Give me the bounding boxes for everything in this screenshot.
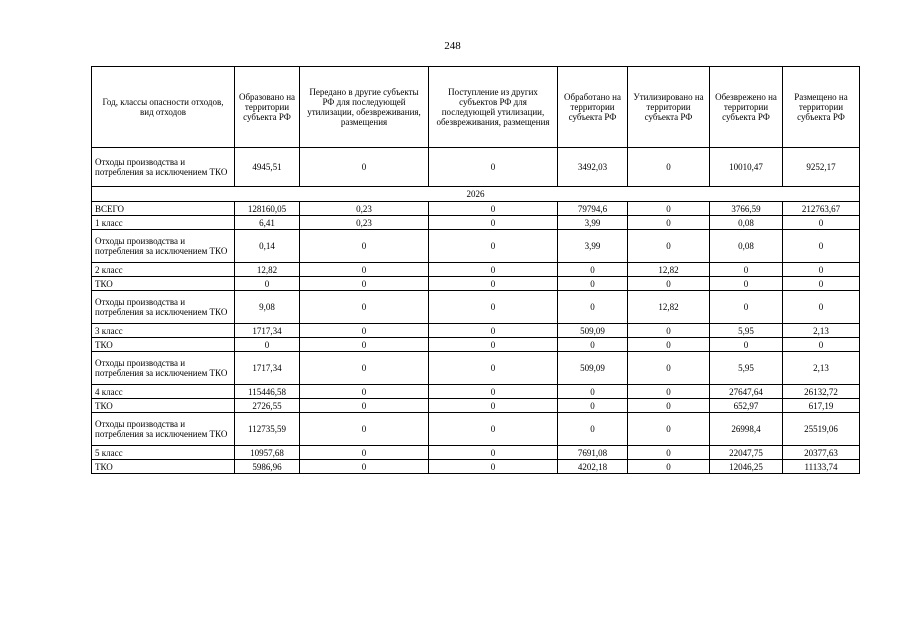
cell-value: 0 bbox=[300, 338, 429, 352]
header-cell-received: Поступление из других субъектов РФ для последующей утилизации, обезвреживания, размещения bbox=[429, 67, 558, 148]
cell-value: 0 bbox=[628, 460, 710, 474]
row-label: Отходы производства и потребления за исключением ТКО bbox=[92, 352, 235, 385]
row-label: ТКО bbox=[92, 460, 235, 474]
cell-value: 0,23 bbox=[300, 216, 429, 230]
row-label: Отходы производства и потребления за исключением ТКО bbox=[92, 230, 235, 263]
cell-value: 0 bbox=[429, 277, 558, 291]
cell-value: 0 bbox=[558, 291, 628, 324]
cell-value: 0 bbox=[300, 446, 429, 460]
cell-value: 212763,67 bbox=[783, 202, 860, 216]
cell-value: 0 bbox=[558, 385, 628, 399]
table-row bbox=[92, 291, 860, 324]
cell-value: 0,23 bbox=[300, 202, 429, 216]
cell-value: 0 bbox=[300, 148, 429, 187]
cell-value: 0 bbox=[628, 338, 710, 352]
cell-value: 0 bbox=[429, 216, 558, 230]
row-label: 3 класс bbox=[92, 324, 235, 338]
row-label: 2 класс bbox=[92, 263, 235, 277]
cell-value: 0 bbox=[783, 338, 860, 352]
table-row bbox=[92, 460, 860, 474]
cell-value: 115446,58 bbox=[235, 385, 300, 399]
cell-value: 3492,03 bbox=[558, 148, 628, 187]
cell-value: 0 bbox=[429, 148, 558, 187]
cell-value: 3,99 bbox=[558, 230, 628, 263]
cell-value: 9,08 bbox=[235, 291, 300, 324]
cell-value: 79794,6 bbox=[558, 202, 628, 216]
row-label: 1 класс bbox=[92, 216, 235, 230]
cell-value: 0 bbox=[429, 460, 558, 474]
cell-value: 0 bbox=[300, 263, 429, 277]
header-cell-neutralized: Обезврежено на территории субъекта РФ bbox=[710, 67, 783, 148]
cell-value: 0 bbox=[300, 291, 429, 324]
year-label: 2026 bbox=[92, 187, 860, 202]
cell-value: 0 bbox=[429, 230, 558, 263]
table-row bbox=[92, 216, 860, 230]
cell-value: 0 bbox=[300, 413, 429, 446]
cell-value: 11133,74 bbox=[783, 460, 860, 474]
cell-value: 12046,25 bbox=[710, 460, 783, 474]
cell-value: 0 bbox=[628, 216, 710, 230]
cell-value: 0 bbox=[300, 352, 429, 385]
page-number: 248 bbox=[444, 40, 461, 52]
cell-value: 0 bbox=[628, 446, 710, 460]
cell-value: 27647,64 bbox=[710, 385, 783, 399]
row-label: ТКО bbox=[92, 338, 235, 352]
cell-value: 509,09 bbox=[558, 324, 628, 338]
cell-value: 0 bbox=[783, 291, 860, 324]
table-row bbox=[92, 399, 860, 413]
cell-value: 0 bbox=[429, 263, 558, 277]
cell-value: 0 bbox=[628, 277, 710, 291]
row-label: Отходы производства и потребления за исключением ТКО bbox=[92, 148, 235, 187]
waste-table bbox=[91, 66, 860, 474]
cell-value: 10957,68 bbox=[235, 446, 300, 460]
row-label: Отходы производства и потребления за исключением ТКО bbox=[92, 291, 235, 324]
cell-value: 617,19 bbox=[783, 399, 860, 413]
cell-value: 6,41 bbox=[235, 216, 300, 230]
cell-value: 0 bbox=[783, 263, 860, 277]
cell-value: 4202,18 bbox=[558, 460, 628, 474]
cell-value: 0 bbox=[429, 399, 558, 413]
table-row bbox=[92, 352, 860, 385]
table-row bbox=[92, 263, 860, 277]
cell-value: 22047,75 bbox=[710, 446, 783, 460]
table-row bbox=[92, 446, 860, 460]
row-label: 4 класс bbox=[92, 385, 235, 399]
cell-value: 2726,55 bbox=[235, 399, 300, 413]
cell-value: 0 bbox=[558, 263, 628, 277]
cell-value: 5986,96 bbox=[235, 460, 300, 474]
cell-value: 5,95 bbox=[710, 352, 783, 385]
cell-value: 3766,59 bbox=[710, 202, 783, 216]
cell-value: 0 bbox=[783, 277, 860, 291]
year-row bbox=[92, 187, 860, 202]
header-cell-generated: Образовано на территории субъекта РФ bbox=[235, 67, 300, 148]
cell-value: 0 bbox=[628, 324, 710, 338]
table-row bbox=[92, 277, 860, 291]
header-row bbox=[92, 67, 860, 148]
cell-value: 128160,05 bbox=[235, 202, 300, 216]
cell-value: 12,82 bbox=[628, 263, 710, 277]
cell-value: 0 bbox=[235, 338, 300, 352]
row-label: 5 класс bbox=[92, 446, 235, 460]
cell-value: 0 bbox=[235, 277, 300, 291]
table-row bbox=[92, 148, 860, 187]
cell-value: 0 bbox=[783, 216, 860, 230]
cell-value: 0 bbox=[429, 291, 558, 324]
cell-value: 0 bbox=[710, 291, 783, 324]
cell-value: 2,13 bbox=[783, 324, 860, 338]
cell-value: 0 bbox=[628, 413, 710, 446]
table-row bbox=[92, 202, 860, 216]
header-cell-utilized: Утилизировано на территории субъекта РФ bbox=[628, 67, 710, 148]
header-cell-processed: Обработано на территории субъекта РФ bbox=[558, 67, 628, 148]
cell-value: 2,13 bbox=[783, 352, 860, 385]
cell-value: 26132,72 bbox=[783, 385, 860, 399]
row-label: ВСЕГО bbox=[92, 202, 235, 216]
cell-value: 0,14 bbox=[235, 230, 300, 263]
cell-value: 0 bbox=[429, 413, 558, 446]
header-cell-transferred: Передано в другие субъекты РФ для последующей утилизации, обезвреживания, размещения bbox=[300, 67, 429, 148]
cell-value: 10010,47 bbox=[710, 148, 783, 187]
cell-value: 112735,59 bbox=[235, 413, 300, 446]
row-label: Отходы производства и потребления за исключением ТКО bbox=[92, 413, 235, 446]
cell-value: 0 bbox=[628, 385, 710, 399]
cell-value: 0 bbox=[429, 446, 558, 460]
cell-value: 12,82 bbox=[235, 263, 300, 277]
cell-value: 0 bbox=[628, 202, 710, 216]
table-row bbox=[92, 385, 860, 399]
table-row bbox=[92, 230, 860, 263]
cell-value: 0 bbox=[429, 385, 558, 399]
row-label: ТКО bbox=[92, 277, 235, 291]
cell-value: 0 bbox=[300, 277, 429, 291]
cell-value: 5,95 bbox=[710, 324, 783, 338]
table-row bbox=[92, 413, 860, 446]
cell-value: 652,97 bbox=[710, 399, 783, 413]
header-cell-placed: Размещено на территории субъекта РФ bbox=[783, 67, 860, 148]
cell-value: 0 bbox=[628, 352, 710, 385]
cell-value: 509,09 bbox=[558, 352, 628, 385]
cell-value: 0 bbox=[558, 413, 628, 446]
table-row bbox=[92, 324, 860, 338]
table-row bbox=[92, 338, 860, 352]
row-label: ТКО bbox=[92, 399, 235, 413]
cell-value: 0 bbox=[558, 338, 628, 352]
cell-value: 0 bbox=[628, 399, 710, 413]
cell-value: 1717,34 bbox=[235, 324, 300, 338]
cell-value: 0 bbox=[300, 460, 429, 474]
cell-value: 0 bbox=[558, 277, 628, 291]
cell-value: 0 bbox=[628, 230, 710, 263]
cell-value: 9252,17 bbox=[783, 148, 860, 187]
cell-value: 0 bbox=[783, 230, 860, 263]
cell-value: 26998,4 bbox=[710, 413, 783, 446]
cell-value: 0 bbox=[429, 202, 558, 216]
cell-value: 25519,06 bbox=[783, 413, 860, 446]
cell-value: 7691,08 bbox=[558, 446, 628, 460]
cell-value: 0 bbox=[710, 277, 783, 291]
cell-value: 0 bbox=[429, 352, 558, 385]
cell-value: 0 bbox=[558, 399, 628, 413]
cell-value: 0 bbox=[710, 263, 783, 277]
cell-value: 0 bbox=[300, 230, 429, 263]
cell-value: 0 bbox=[300, 399, 429, 413]
cell-value: 0 bbox=[429, 324, 558, 338]
cell-value: 20377,63 bbox=[783, 446, 860, 460]
cell-value: 1717,34 bbox=[235, 352, 300, 385]
cell-value: 0 bbox=[710, 338, 783, 352]
cell-value: 3,99 bbox=[558, 216, 628, 230]
header-cell-category: Год, классы опасности отходов, вид отходов bbox=[92, 67, 235, 148]
cell-value: 0 bbox=[300, 324, 429, 338]
cell-value: 0,08 bbox=[710, 230, 783, 263]
cell-value: 0,08 bbox=[710, 216, 783, 230]
cell-value: 0 bbox=[300, 385, 429, 399]
cell-value: 12,82 bbox=[628, 291, 710, 324]
cell-value: 4945,51 bbox=[235, 148, 300, 187]
cell-value: 0 bbox=[429, 338, 558, 352]
cell-value: 0 bbox=[628, 148, 710, 187]
